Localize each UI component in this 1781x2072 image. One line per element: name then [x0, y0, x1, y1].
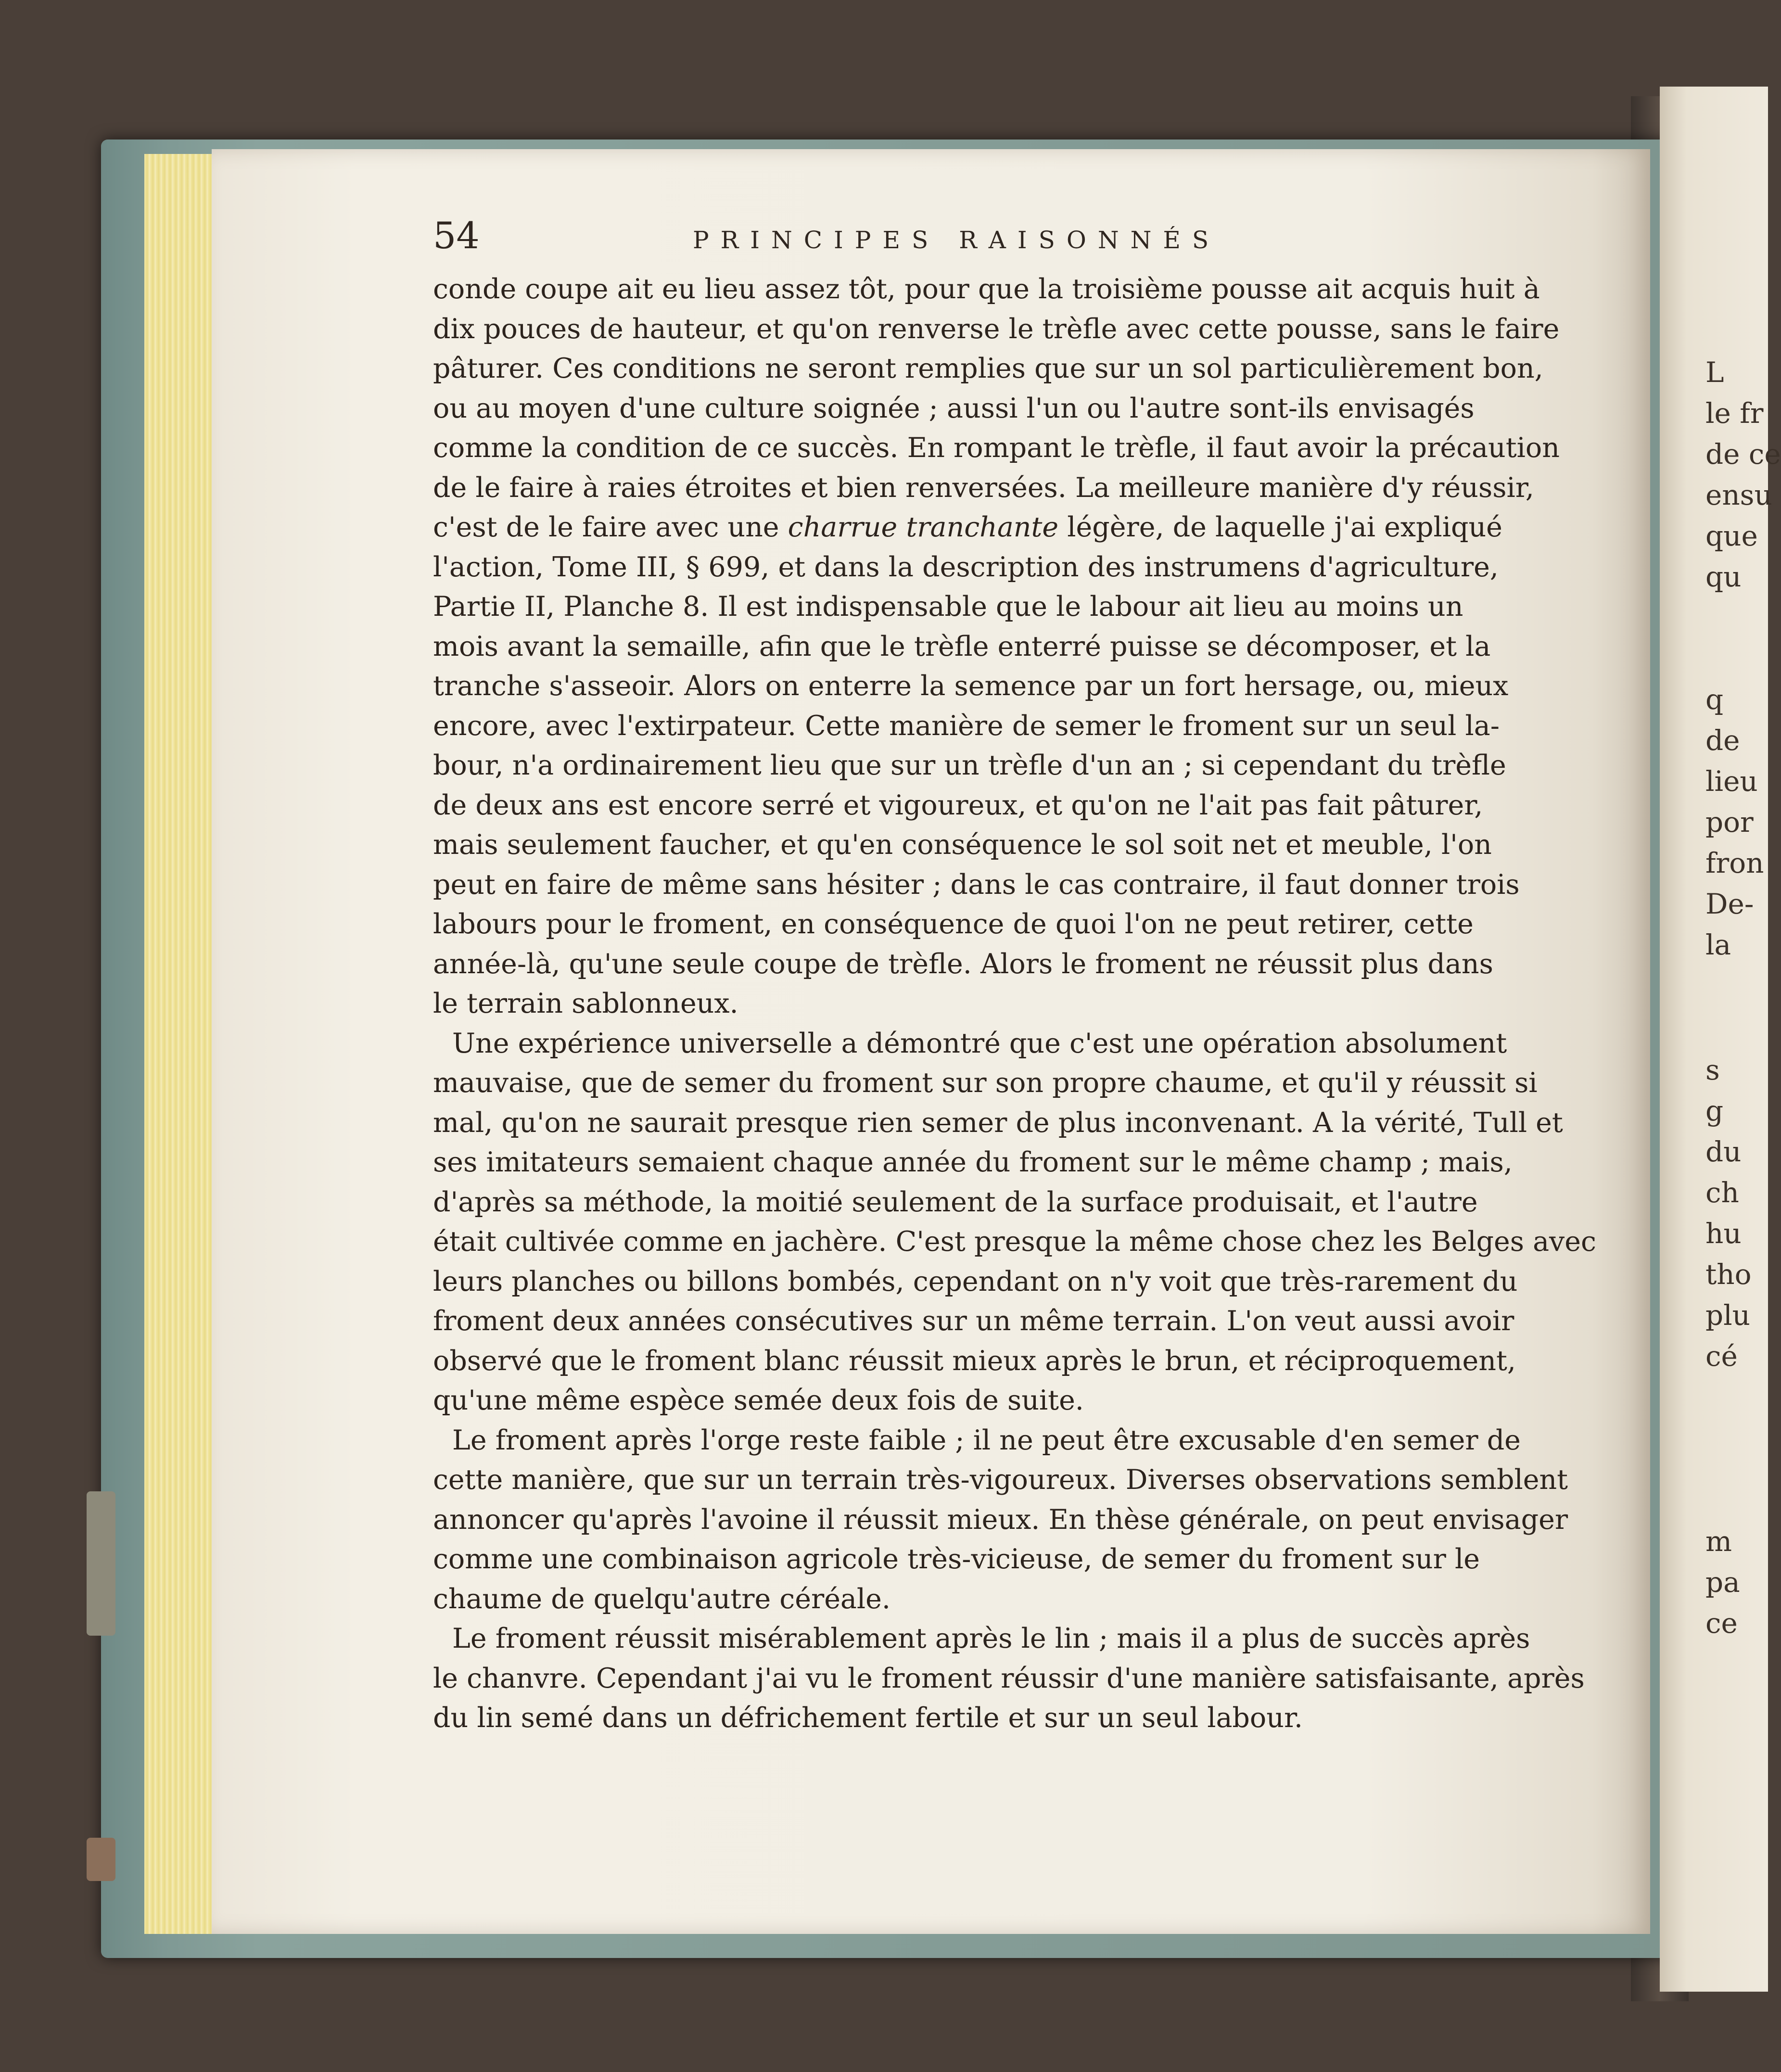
page-number: 54 [433, 214, 480, 257]
text-line: l'action, Tome III, § 699, et dans la description des instrumens d'agriculture, [433, 551, 1499, 583]
facing-fragment: s [1705, 1054, 1720, 1086]
facing-fragment: ch [1705, 1176, 1739, 1209]
facing-fragment: de [1705, 724, 1740, 757]
text-line: froment deux années consécutives sur un même terrain. L'on veut aussi avoir [433, 1305, 1514, 1337]
facing-fragment: fron [1705, 847, 1764, 879]
facing-fragment: g [1705, 1094, 1724, 1127]
text-line: chaume de quelqu'autre céréale. [433, 1583, 890, 1615]
page-edges [144, 154, 213, 1934]
text-line: ou au moyen d'une culture soignée ; aussi l'un ou l'autre sont-ils envisagés [433, 392, 1475, 424]
text-line: comme la condition de ce succès. En rompant le trèfle, il faut avoir la précaution [433, 432, 1560, 464]
facing-fragment: m [1705, 1525, 1732, 1558]
text-line: d'après sa méthode, la moitié seulement de la surface produisait, et l'autre [433, 1186, 1478, 1218]
text-line: mais seulement faucher, et qu'en conséquence le sol soit net et meuble, l'on [433, 829, 1492, 861]
text-line: Partie II, Planche 8. Il est indispensable que le labour ait lieu au moins un [433, 591, 1463, 623]
text-line: mal, qu'on ne saurait presque rien semer de plus inconvenant. A la vérité, Tull et [433, 1106, 1563, 1139]
body-text [433, 269, 1596, 1738]
text-line: de deux ans est encore serré et vigoureux, et qu'on ne l'ait pas fait pâturer, [433, 789, 1483, 821]
facing-fragment: que [1705, 520, 1758, 552]
text-line: observé que le froment blanc réussit mieux après le brun, et réciproquement, [433, 1345, 1516, 1377]
facing-fragment: la [1705, 928, 1731, 961]
text-line: conde coupe ait eu lieu assez tôt, pour que la troisième pousse ait acquis huit à [433, 273, 1540, 305]
text-line: annoncer qu'après l'avoine il réussit mieux. En thèse générale, on peut envisager [433, 1503, 1568, 1536]
text-line: Le froment après l'orge reste faible ; il ne peut être excusable d'en semer de [452, 1424, 1521, 1456]
facing-fragment: ensu [1705, 479, 1772, 511]
facing-fragment: qu [1705, 560, 1742, 593]
cover-tab [87, 1491, 115, 1636]
facing-page [1660, 87, 1781, 1992]
text-line: cette manière, que sur un terrain très-vigoureux. Diverses observations semblent [433, 1464, 1568, 1496]
facing-fragment: hu [1705, 1217, 1742, 1250]
text-line: pâturer. Ces conditions ne seront remplies que sur un sol particulièrement bon, [433, 353, 1543, 384]
text-line: bour, n'a ordinairement lieu que sur un trèfle d'un an ; si cependant du trèfle [433, 750, 1506, 781]
text-line: tranche s'asseoir. Alors on enterre la semence par un fort hersage, ou, mieux [433, 670, 1509, 702]
facing-fragment: plu [1705, 1299, 1751, 1332]
facing-fragment: pa [1705, 1566, 1740, 1599]
text-line: mois avant la semaille, afin que le trèfle enterré puisse se décomposer, et la [433, 630, 1491, 662]
text-line: du lin semé dans un défrichement fertile et sur un seul labour. [433, 1702, 1303, 1734]
text-line: dix pouces de hauteur, et qu'on renverse le trèfle avec cette pousse, sans le faire [433, 313, 1560, 345]
text-line: année-là, qu'une seule coupe de trèfle. Alors le froment ne réussit plus dans [433, 948, 1493, 980]
text-line: Une expérience universelle a démontré que c'est une opération absolument [452, 1027, 1507, 1059]
text-line: encore, avec l'extirpateur. Cette manière de semer le froment sur un seul la- [433, 710, 1500, 742]
text-line: Le froment réussit misérablement après le lin ; mais il a plus de succès après [452, 1623, 1530, 1654]
facing-fragment: por [1705, 806, 1754, 839]
facing-fragment: de ce [1705, 438, 1781, 470]
cover-corner [87, 1838, 115, 1881]
facing-fragment: tho [1705, 1258, 1752, 1291]
running-head: PRINCIPES RAISONNÉS [693, 226, 1221, 254]
facing-fragment: L [1705, 356, 1724, 389]
facing-fragment: q [1705, 683, 1724, 716]
text-line: ses imitateurs semaient chaque année du froment sur le même champ ; mais, [433, 1146, 1513, 1178]
facing-fragment: De- [1705, 888, 1754, 920]
facing-fragment: lieu [1705, 765, 1758, 798]
facing-fragment: ce [1705, 1607, 1738, 1640]
facing-fragment: le fr [1705, 397, 1764, 430]
text-line: comme une combinaison agricole très-vicieuse, de semer du froment sur le [433, 1543, 1480, 1575]
text-line: était cultivée comme en jachère. C'est presque la même chose chez les Belges avec [433, 1226, 1596, 1258]
text-line: qu'une même espèce semée deux fois de suite. [433, 1385, 1084, 1416]
facing-fragment: cé [1705, 1340, 1738, 1373]
text-line: peut en faire de même sans hésiter ; dans le cas contraire, il faut donner trois [433, 868, 1520, 901]
text-line: mauvaise, que de semer du froment sur son propre chaume, et qu'il y réussit si [433, 1067, 1538, 1099]
text-line: leurs planches ou billons bombés, cependant on n'y voit que très-rarement du [433, 1265, 1518, 1297]
italic-term: charrue tranchante [788, 511, 1059, 543]
text-line: de le faire à raies étroites et bien renversées. La meilleure manière d'y réussir, [433, 471, 1534, 504]
text-line: le terrain sablonneux. [433, 988, 738, 1019]
text-line: le chanvre. Cependant j'ai vu le froment réussir d'une manière satisfaisante, après [433, 1662, 1585, 1694]
text-line: labours pour le froment, en conséquence de quoi l'on ne peut retirer, cette [433, 908, 1474, 940]
text-line-with-italic: c'est de le faire avec une charrue tranchante légère, de laquelle j'ai expliqué [433, 511, 1502, 543]
facing-fragment: du [1705, 1135, 1742, 1168]
